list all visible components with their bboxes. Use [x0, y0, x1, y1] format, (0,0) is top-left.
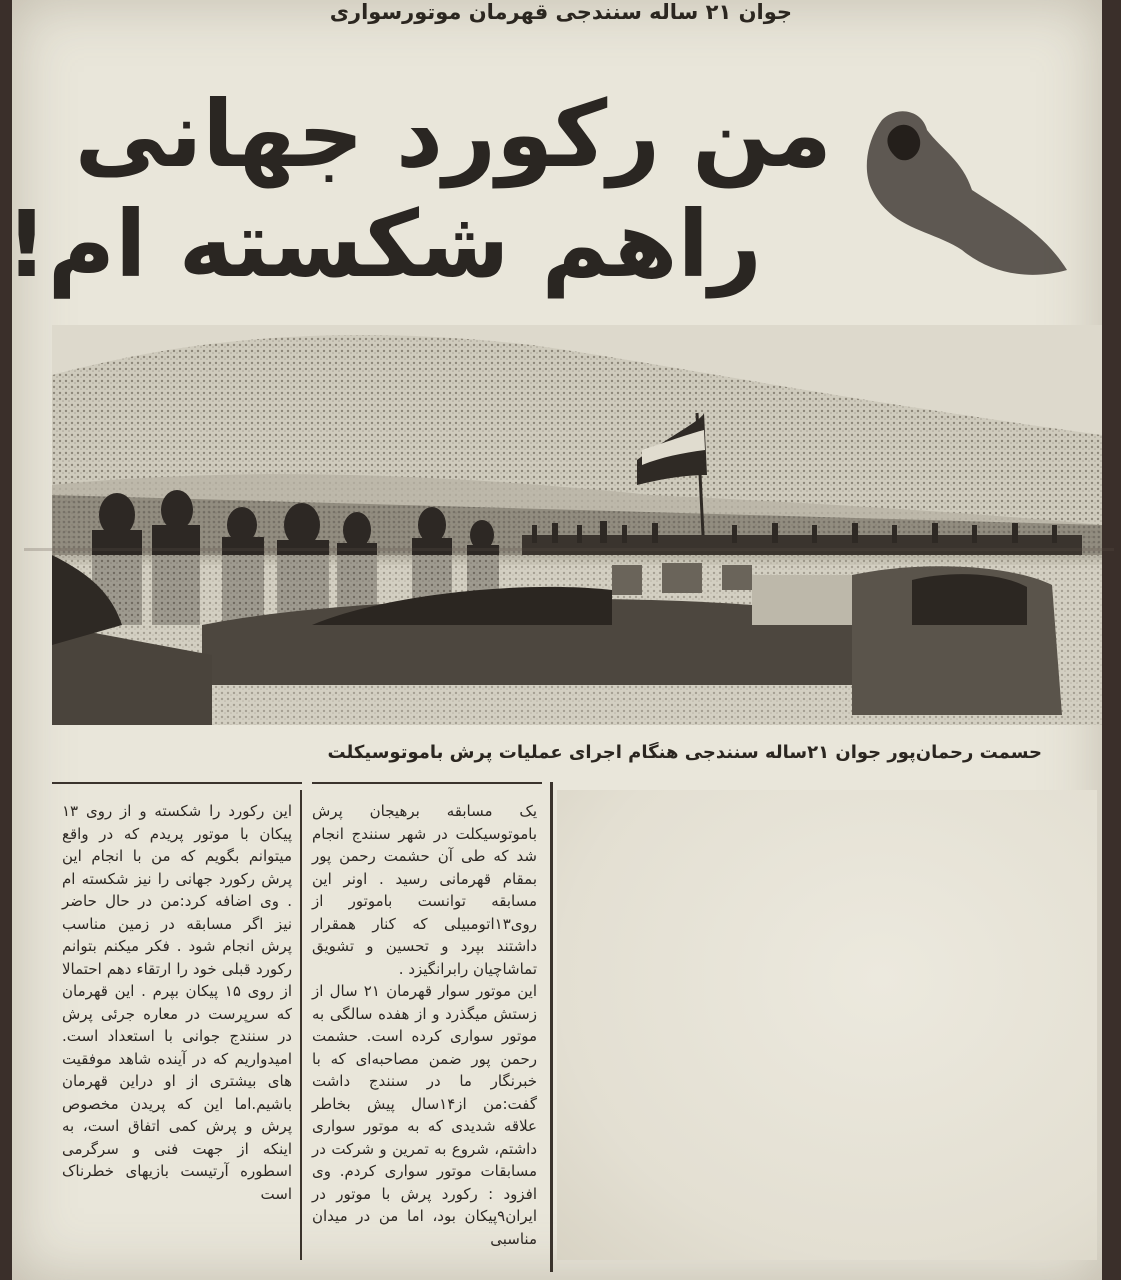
article-paragraph: این رکورد را شکسته و از روی ۱۳ پیکان با موتور پریدم که در واقع میتوانم بگویم که من با انجام این پرش رکورد جهانی را نیز شکسته ام . وی اضافه کرد:من در حال حاضر نیز اگر مسابقه در زمین مناسب پرش انجام شود . فکر میکنم بتوانم رکورد قبلی خود را ارتقاء دهم احتمالا از روی ۱۵ پیکان بپرم . این قهرمان که سرپرست در معاره جرئی پرش در سنندج جوانی با استعداد است. امیدواریم که در آینده شاهد موفقیت های بیشتری از او دراین قهرمان باشیم.اما این که پریدن مخصوص پرش و پرش کمی اتفاق است، به اینکه از جهت فنی و سرگرمی اسطوره آرتیست بازیهای خطرناک است [62, 802, 293, 1203]
column-divider-2 [300, 790, 302, 1260]
newspaper-clipping [5, 0, 1102, 1280]
headline-line-2: راهم شکسته ام! [5, 191, 762, 298]
article-paragraph: یک مسابقه برهیجان پرش باموتوسیکلت در شهر سنندج انجام شد که طی آن حشمت رحمن پور بمقام قهرمانی رسید . اونر این مسابقه توانست باموتور از روی۱۳اتومبیلی که کنار همقرار داشتند بپرد و تحسین و تشویق تماشاچیان رابرانگیزد . [312, 802, 537, 978]
article-column-2 [62, 800, 292, 1205]
motorcycle-jumper-silhouette [852, 100, 1082, 300]
column-rule-top [312, 782, 542, 784]
column-rule-top-2 [52, 782, 302, 784]
event-photo [52, 325, 1102, 725]
article-column-1 [312, 800, 537, 1250]
paper-fold [24, 548, 1114, 551]
headline-kicker: جوان ۲۱ ساله سنندجی قهرمان موتورسواری [329, 0, 792, 24]
headline-line-1: من رکورد جهانی [74, 81, 832, 188]
article-paragraph: این موتور سوار قهرمان ۲۱ سال از زستش میگذرد و از هفده سالگی به موتور سواری کرده است. حشمت رحمن پور ضمن مصاحبه‌ای که با خبرنگار ما در سنندج داشت گفت:من از۱۴سال پیش بخاطر علاقه شدیدی که به موتور سواری داشتم، شروع به تمرین و شرکت در مسابقات موتور سواری کردم. وی افزود : رکورد پرش با موتور در ایران۹پیکان بود، اما من در میدان مناسبی [312, 982, 537, 1248]
blank-area [557, 790, 1097, 1260]
column-divider [550, 782, 553, 1272]
photo-caption: حسمت رحمان‌پور جوان ۲۱ساله سنندجی هنگام اجرای عملیات پرش باموتوسیکلت [327, 742, 1042, 763]
